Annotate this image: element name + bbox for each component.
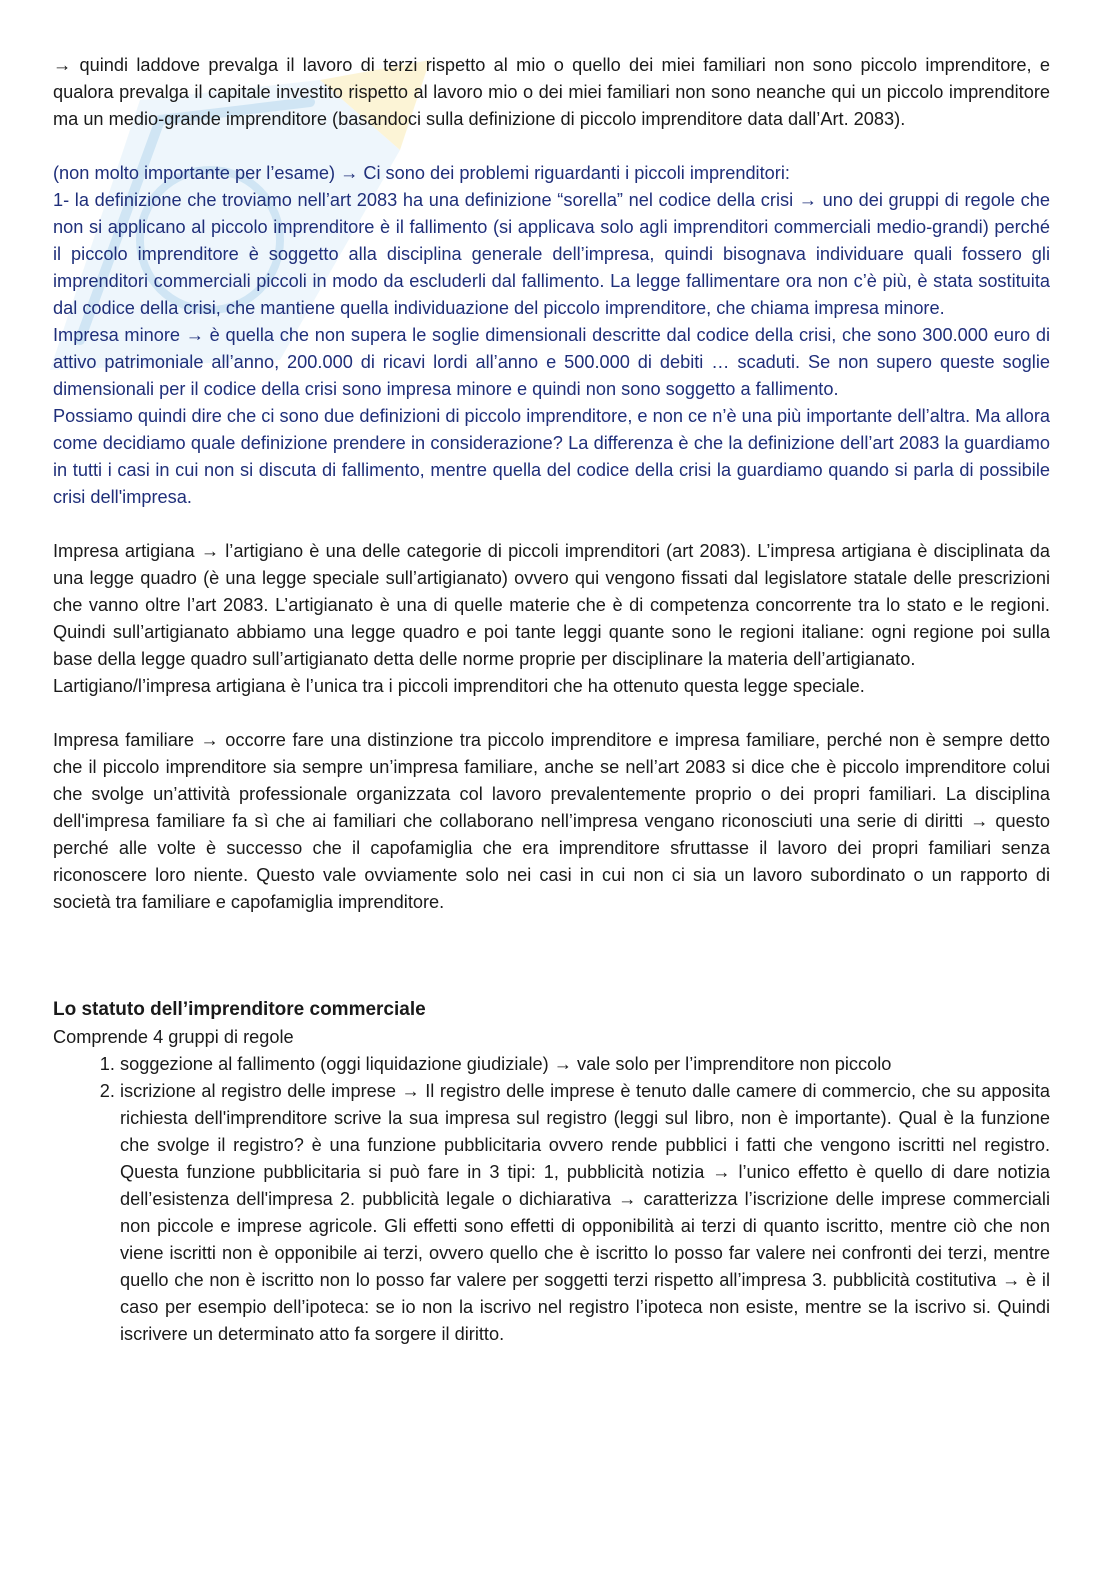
list-item: 2. iscrizione al registro delle imprese → Il registro delle imprese è tenuto dalle camere di commercio, che su apposita richiesta dell'imprenditore scrive la sua impresa sul registro (leggi sul libro, non è importante). Qual è la funzione che svolge il registro? è una funzione pubblicitaria ovvero rende pubblici i fatti che vengono iscritti nel registro. Questa funzione pubblicitaria si può fare in 3 tipi: 1, pubblicità notizia → l’unico effetto è quello di dare notizia dell’esistenza dell'impresa 2. pubblicità legale o dichiarativa → caratterizza l’iscrizione delle imprese commerciali non piccole e imprese agricole. Gli effetti sono effetti di opponibilità ai terzi di quanto iscritto, mentre ciò che non viene iscritti non è opponibile ai terzi, ovvero quello che è iscritto lo posso far valere nei confronti dei terzi, mentre quello che non è iscritto non lo posso far valere per soggetti terzi rispetto all’impresa 3. pubblicità costitutiva → è il caso per esempio dell’ipoteca: se io non la iscrivo nel registro l’ipoteca non esiste, mentre se la iscrivo si. Quindi iscrivere un determinato atto fa sorgere il diritto. <box>120 1078 1050 1348</box>
paragraph-definition-sister: 1- la definizione che troviamo nell’art 2083 ha una definizione “sorella” nel codice della crisi → uno dei gruppi di regole che non si applicano al piccolo imprenditore è il fallimento (si applicava solo agli imprenditori commerciali medio-grandi) perché il piccolo imprenditore è soggetto alla disciplina generale dell’impresa, quindi bisognava individuare quali fossero gli imprenditori commerciali piccoli in modo da escluderli dal fallimento. La legge fallimentare ora non c’è più, è stata sostituita dal codice della crisi, che mantiene quella individuazione del piccolo imprenditore, che chiama impresa minore. <box>53 190 1050 318</box>
paragraph-problems-intro: (non molto importante per l’esame) → Ci sono dei problemi riguardanti i piccoli imprenditori: <box>53 163 790 183</box>
document-page <box>53 52 1050 1348</box>
section-heading: Lo statuto dell’imprenditore commerciale <box>53 999 426 1020</box>
paragraph-impresa-artigiana: Impresa artigiana → l’artigiano è una delle categorie di piccoli imprenditori (art 2083). L’impresa artigiana è disciplinata da una legge quadro (è una legge speciale sull’artigianato) ovvero qui vengono fissati dal legislatore statale delle prescrizioni che vanno oltre l’art 2083. L’artigianato è una di quelle materie che è di competenza concorrente tra lo stato e le regioni. Quindi sull’artigianato abbiamo una legge quadro e poi tante leggi quante sono le regioni italiane: ogni regione poi sulla base della legge quadro sull’artigianato detta delle norme proprie per disciplinare la materia dell’artigianato. <box>53 541 1050 669</box>
paragraph-artigiano-legge-speciale: Lartigiano/l’impresa artigiana è l’unica tra i piccoli imprenditori che ha ottenuto questa legge speciale. <box>53 676 865 696</box>
paragraph-two-definitions: Possiamo quindi dire che ci sono due definizioni di piccolo imprenditore, e non ce n’è una più importante dell’altra. Ma allora come decidiamo quale definizione prendere in considerazione? La differenza è che la definizione dell’art 2083 la guardiamo in tutti i casi in cui non si discuta di fallimento, mentre quella del codice della crisi la guardiamo quando si parla di possibile crisi dell'impresa. <box>53 406 1050 507</box>
section-intro: Comprende 4 gruppi di regole <box>53 1027 294 1047</box>
paragraph-small-entrepreneur-conclusion: → quindi laddove prevalga il lavoro di terzi rispetto al mio o quello dei miei familiari non sono piccolo imprenditore, e qualora prevalga il capitale investito rispetto al lavoro mio o dei miei familiari non sono neanche qui un piccolo imprenditore ma un medio-grande imprenditore (basandoci sulla definizione di piccolo imprenditore data dall’Art. 2083). <box>53 55 1050 129</box>
paragraph-impresa-minore: Impresa minore → è quella che non supera le soglie dimensionali descritte dal codice della crisi, che sono 300.000 euro di attivo patrimoniale all’anno, 200.000 di ricavi lordi all’anno e 500.000 di debiti … scaduti. Se non supero queste soglie dimensionali per il codice della crisi sono impresa minore e quindi non sono soggetto a fallimento. <box>53 325 1050 399</box>
paragraph-impresa-familiare: Impresa familiare → occorre fare una distinzione tra piccolo imprenditore e impresa familiare, perché non è sempre detto che il piccolo imprenditore sia sempre un’impresa familiare, anche se nell’art 2083 si dice che è piccolo imprenditore colui che svolge un’attività professionale organizzata col lavoro prevalentemente proprio o dei propri familiari. La disciplina dell'impresa familiare fa sì che ai familiari che collaborano nell’impresa vengano riconosciuti una serie di diritti → questo perché alle volte è successo che il capofamiglia che era imprenditore sfruttasse il lavoro dei propri familiari senza riconoscere loro niente. Questo vale ovviamente solo nei casi in cui non ci sia un lavoro subordinato o un rapporto di società tra familiare e capofamiglia imprenditore. <box>53 730 1050 912</box>
list-item: 1. soggezione al fallimento (oggi liquidazione giudiziale) → vale solo per l’imprenditore non piccolo <box>120 1051 1050 1078</box>
rules-list <box>53 1051 1050 1348</box>
